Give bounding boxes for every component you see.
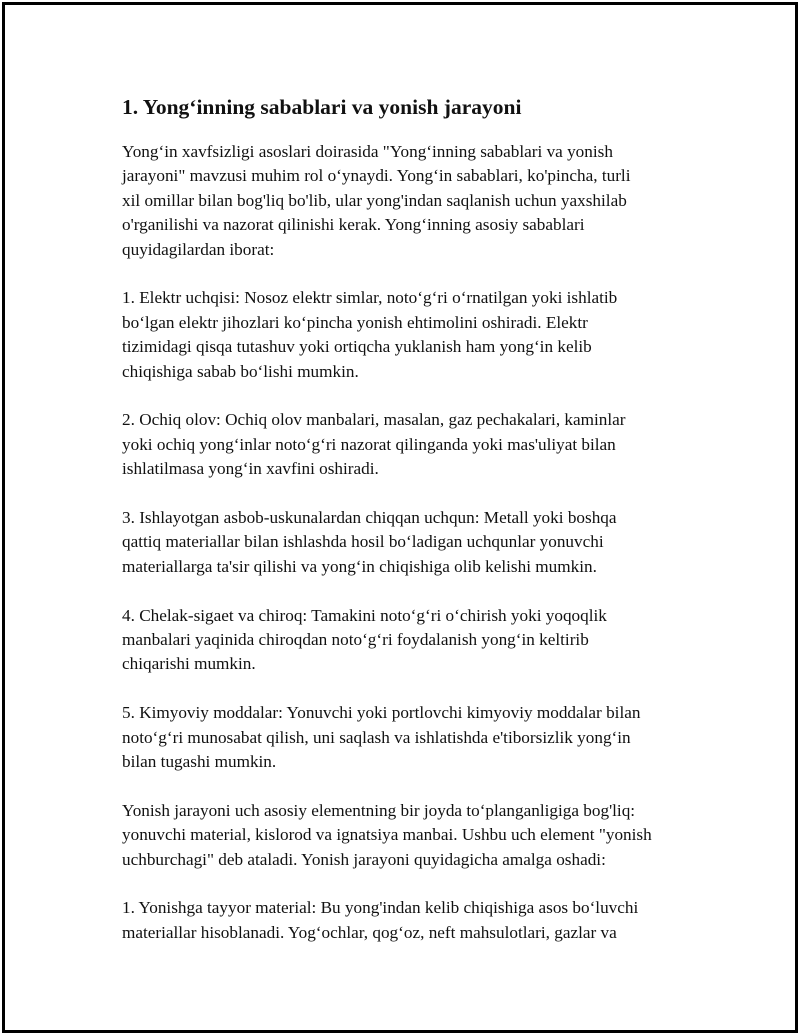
text-line: bo‘lgan elektr jihozlari ko‘pincha yonish ehtimolini oshiradi. Elektr — [122, 312, 588, 332]
text-line: xil omillar bilan bog'liq bo'lib, ular yong'indan saqlanish uchun yaxshilab — [122, 190, 627, 210]
combustion-intro-paragraph — [122, 799, 702, 872]
text-line: manbalari yaqinida chiroqdan noto‘g‘ri foydalanish yong‘in keltirib — [122, 630, 589, 650]
text-line: yoki ochiq yong‘inlar noto‘g‘ri nazorat qilinganda yoki mas'uliyat bilan — [122, 434, 616, 454]
text-line: noto‘g‘ri munosabat qilish, uni saqlash va ishlatishda e'tiborsizlik yong‘in — [122, 727, 631, 747]
text-line: o'rganilishi va nazorat qilinishi kerak. Yong‘inning asosiy sabablari — [122, 215, 585, 235]
text-line: uchburchagi" deb ataladi. Yonish jarayoni quyidagicha amalga oshadi: — [122, 849, 606, 869]
cause-chemicals-paragraph — [122, 701, 702, 774]
cause-electric-paragraph — [122, 286, 702, 384]
combustion-material-paragraph — [122, 896, 702, 945]
text-line: bilan tugashi mumkin. — [122, 752, 277, 772]
page-frame — [2, 2, 798, 1033]
document-body — [122, 93, 702, 970]
text-line: materiallarga ta'sir qilishi va yong‘in chiqishiga olib kelishi mumkin. — [122, 556, 597, 576]
cause-open-fire-paragraph — [122, 408, 702, 481]
text-line: 1. Yonishga tayyor material: Bu yong'indan kelib chiqishiga asos bo‘luvchi — [122, 898, 639, 918]
text-line: 4. Chelak-sigaet va chiroq: Tamakini noto‘g‘ri o‘chirish yoki yoqoqlik — [122, 605, 607, 625]
text-line: materiallar hisoblanadi. Yog‘ochlar, qog‘oz, neft mahsulotlari, gazlar va — [122, 922, 617, 942]
text-line: jarayoni" mavzusi muhim rol o‘ynaydi. Yong‘in sabablari, ko'pincha, turli — [122, 166, 631, 186]
cause-sparks-paragraph — [122, 506, 702, 579]
text-line: chiqarishi mumkin. — [122, 654, 256, 674]
text-line: 3. Ishlayotgan asbob-uskunalardan chiqqan uchqun: Metall yoki boshqa — [122, 508, 617, 528]
text-line: ishlatilmasa yong‘in xavfini oshiradi. — [122, 459, 379, 479]
text-line: chiqishiga sabab bo‘lishi mumkin. — [122, 361, 359, 381]
text-line: Yonish jarayoni uch asosiy elementning bir joyda to‘planganligiga bog'liq: — [122, 800, 636, 820]
text-line: qattiq materiallar bilan ishlashda hosil bo‘ladigan uchqunlar yonuvchi — [122, 532, 604, 552]
text-line: tizimidagi qisqa tutashuv yoki ortiqcha yuklanish ham yong‘in kelib — [122, 337, 592, 357]
text-line: quyidagilardan iborat: — [122, 239, 275, 259]
cause-smoking-paragraph — [122, 604, 702, 677]
section-heading: 1. Yong‘inning sabablari va yonish jarayoni — [122, 95, 522, 119]
text-line: 1. Elektr uchqisi: Nosoz elektr simlar, noto‘g‘ri o‘rnatilgan yoki ishlatib — [122, 288, 618, 308]
text-line: 5. Kimyoviy moddalar: Yonuvchi yoki portlovchi kimyoviy moddalar bilan — [122, 703, 641, 723]
intro-paragraph — [122, 140, 702, 262]
text-line: Yong‘in xavfsizligi asoslari doirasida "Yong‘inning sabablari va yonish — [122, 142, 613, 161]
text-line: yonuvchi material, kislorod va ignatsiya manbai. Ushbu uch element "yonish — [122, 825, 652, 845]
text-line: 2. Ochiq olov: Ochiq olov manbalari, masalan, gaz pechakalari, kaminlar — [122, 410, 626, 430]
